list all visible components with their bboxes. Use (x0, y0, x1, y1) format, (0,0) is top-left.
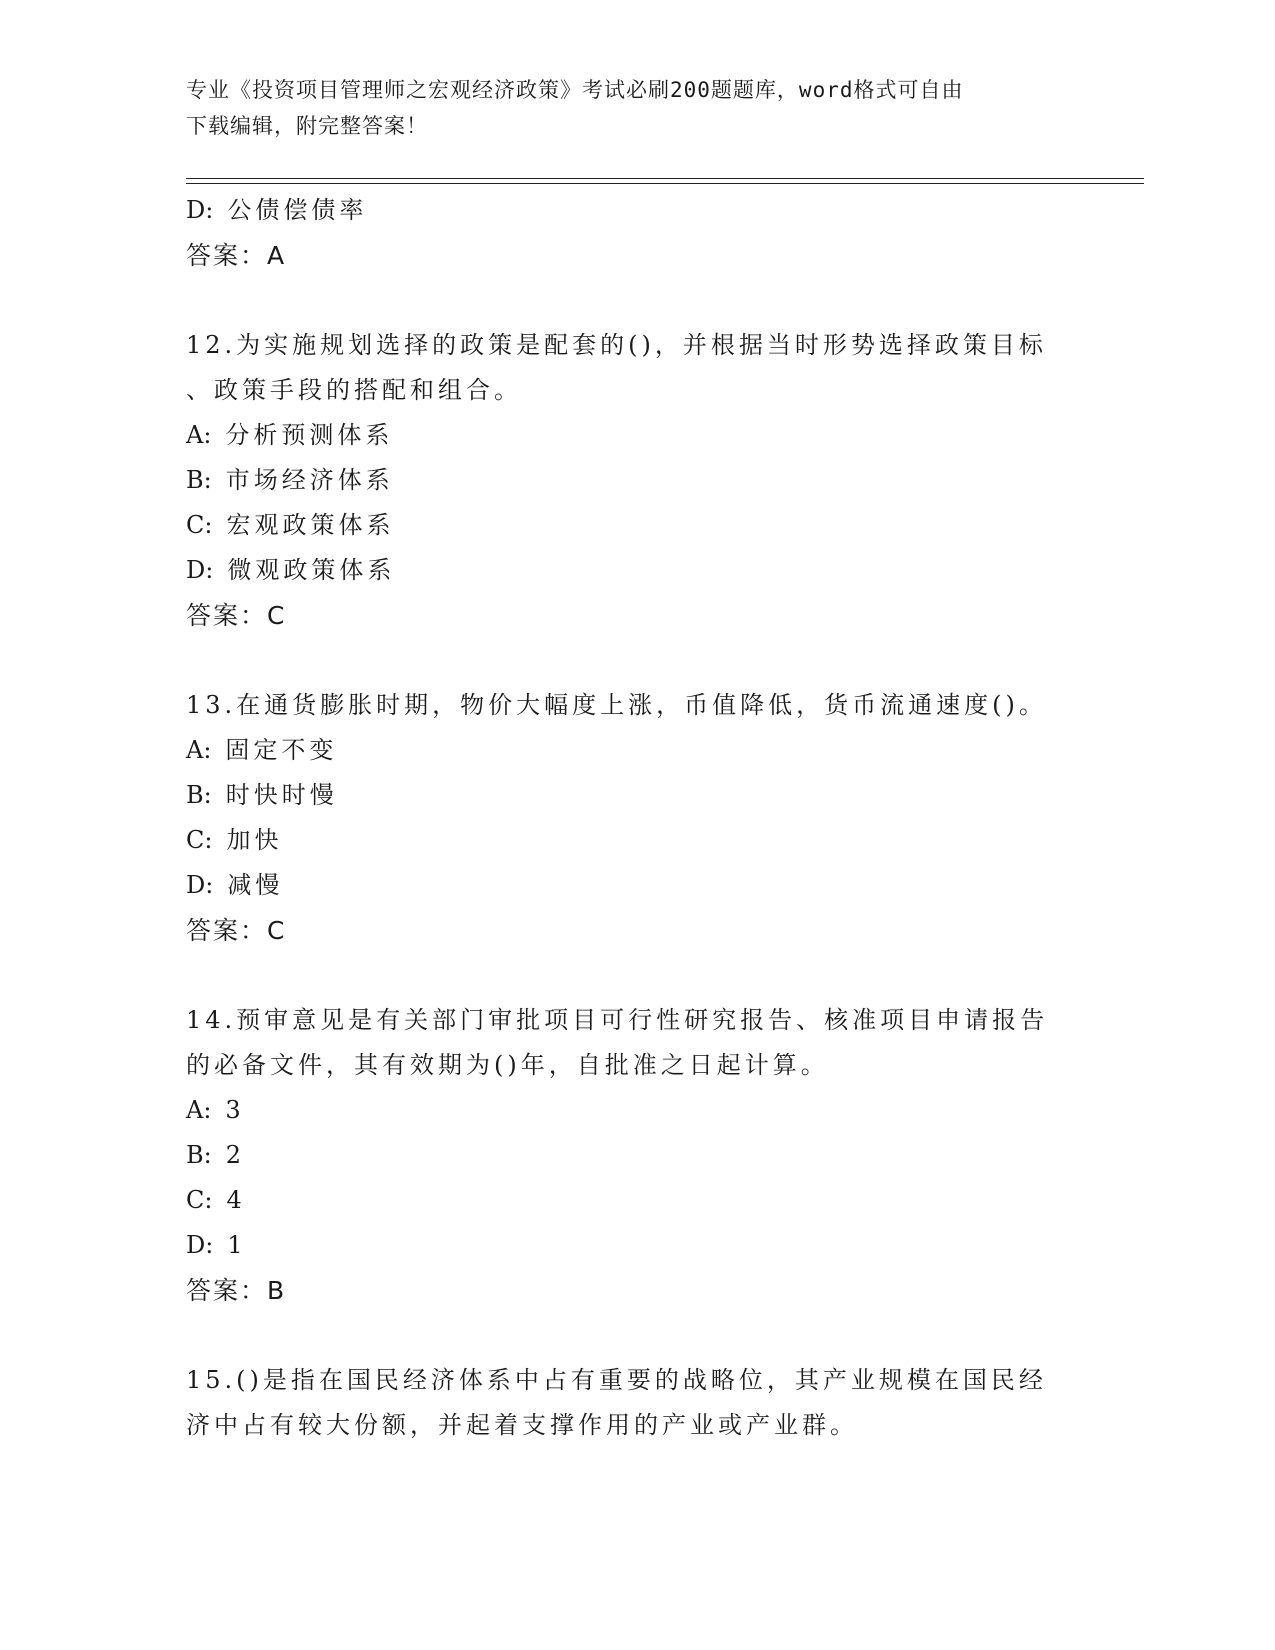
header-divider-top (186, 178, 1144, 179)
question-text-line: 的必备文件，其有效期为()年，自批准之日起计算。 (186, 1051, 829, 1079)
question-text-line: 、政策手段的搭配和组合。 (186, 376, 522, 404)
option-text: 微观政策体系 (227, 556, 396, 584)
option-row (186, 503, 1086, 548)
question-block-14 (186, 998, 1086, 1313)
option-text: 1 (227, 1231, 247, 1259)
question-block-12 (186, 323, 1086, 638)
option-text: 减慢 (227, 871, 284, 899)
option-row (186, 818, 1086, 863)
option-row (186, 1088, 1086, 1133)
option-letter: D: (186, 556, 214, 584)
answer-line: 答案：B (186, 1276, 287, 1305)
option-row (186, 1223, 1086, 1268)
answer-line: 答案：A (186, 241, 287, 270)
option-letter: A: (186, 421, 212, 449)
question-content (186, 188, 1086, 1448)
header-line-1: 专业《投资项目管理师之宏观经济政策》考试必刷200题题库，word格式可自由 (186, 78, 964, 102)
option-text: 宏观政策体系 (226, 511, 395, 539)
header-line-2: 下载编辑，附完整答案！ (186, 114, 428, 138)
document-header (186, 72, 1066, 144)
option-letter: C: (186, 826, 213, 854)
option-text: 2 (225, 1141, 246, 1169)
option-letter: A: (186, 1096, 212, 1124)
option-row (186, 548, 1086, 593)
option-text: 4 (226, 1186, 246, 1214)
option-letter: D: (186, 1231, 214, 1259)
option-letter: D: (186, 196, 214, 224)
spacer (186, 278, 1086, 323)
question-text-line: 15.()是指在国民经济体系中占有重要的战略位，其产业规模在国民经 (186, 1366, 1047, 1394)
question-text-line: 14.预审意见是有关部门审批项目可行性研究报告、核准项目申请报告 (186, 1006, 1049, 1034)
option-text: 时快时慢 (225, 781, 338, 809)
spacer (186, 638, 1086, 683)
option-row (186, 728, 1086, 773)
option-row (186, 773, 1086, 818)
answer-line: 答案：C (186, 601, 287, 630)
question-text-line: 13.在通货膨胀时期，物价大幅度上涨，币值降低，货币流通速度()。 (186, 691, 1047, 719)
question-block-13 (186, 683, 1086, 953)
option-text: 市场经济体系 (225, 466, 394, 494)
option-text: 公债偿债率 (227, 196, 368, 224)
option-row (186, 188, 1086, 233)
spacer (186, 953, 1086, 998)
option-letter: B: (186, 781, 212, 809)
option-text: 3 (225, 1096, 245, 1124)
option-letter: A: (186, 736, 212, 764)
answer-line: 答案：C (186, 916, 287, 945)
option-letter: B: (186, 1141, 212, 1169)
spacer (186, 1313, 1086, 1358)
option-text: 加快 (226, 826, 283, 854)
question-text-line: 12.为实施规划选择的政策是配套的()，并根据当时形势选择政策目标 (186, 331, 1047, 359)
option-text: 分析预测体系 (225, 421, 394, 449)
question-text-line: 济中占有较大份额，并起着支撑作用的产业或产业群。 (186, 1411, 858, 1439)
question-block-15 (186, 1358, 1086, 1448)
header-divider-bottom (186, 183, 1144, 184)
option-letter: D: (186, 871, 214, 899)
option-row (186, 863, 1086, 908)
option-letter: B: (186, 466, 212, 494)
option-row (186, 458, 1086, 503)
option-text: 固定不变 (225, 736, 338, 764)
option-letter: C: (186, 1186, 213, 1214)
option-row (186, 1178, 1086, 1223)
option-row (186, 1133, 1086, 1178)
option-row (186, 413, 1086, 458)
option-letter: C: (186, 511, 213, 539)
